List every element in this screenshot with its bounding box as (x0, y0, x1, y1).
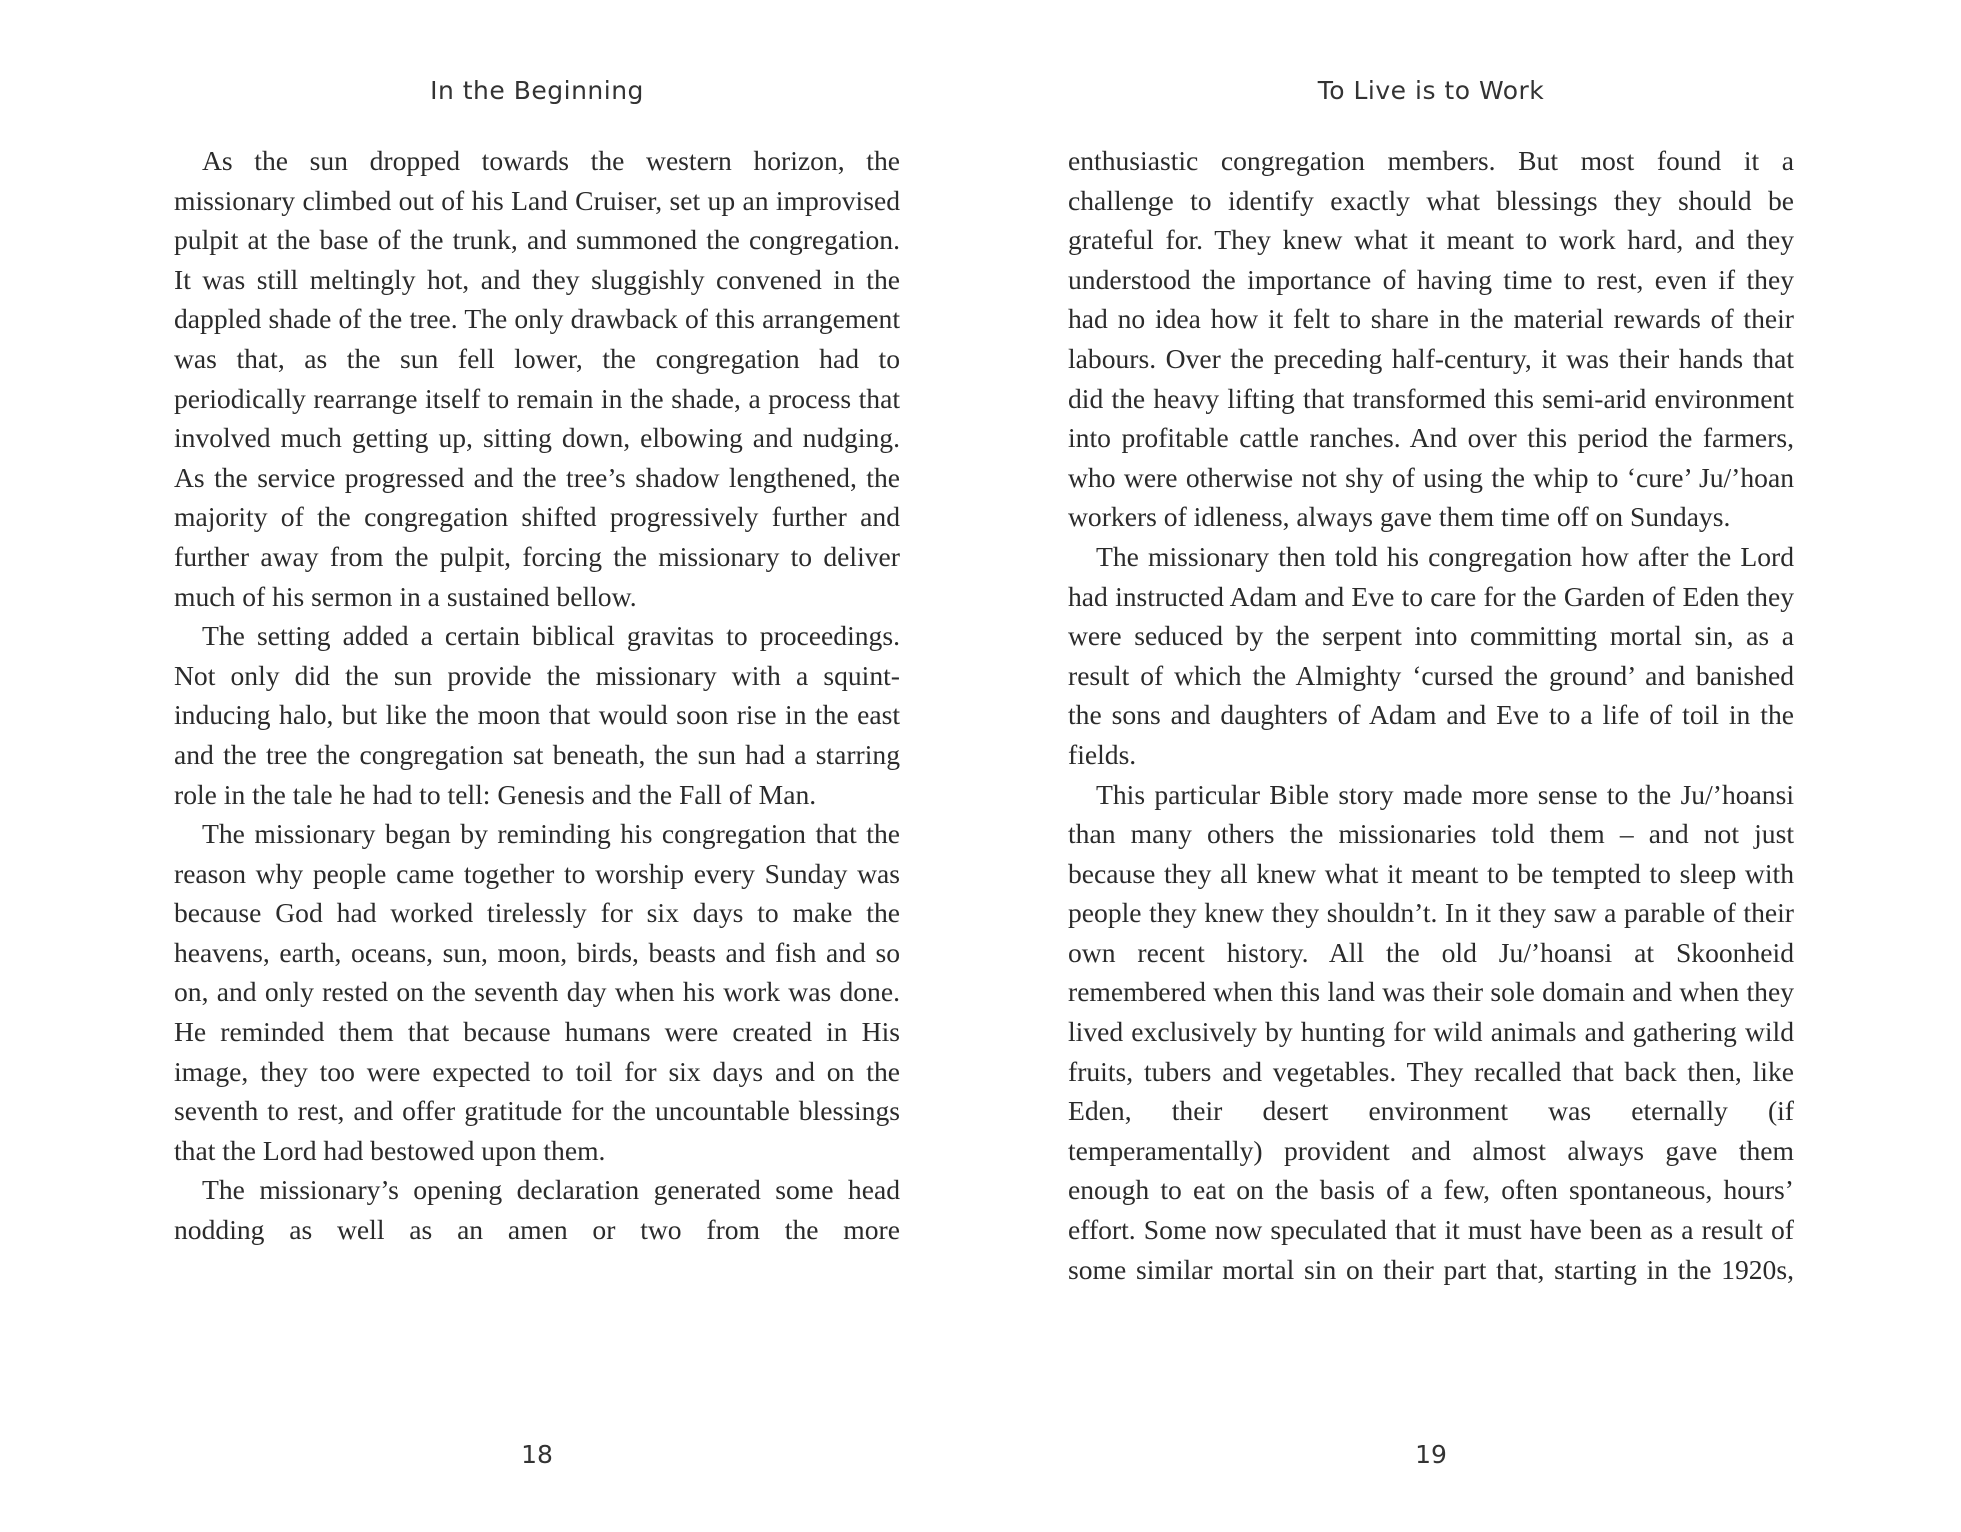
paragraph-left-4: The missionary’s opening declaration generated some head nodding as well as an amen or two from the more (174, 1174, 900, 1246)
page-number-left: 18 (521, 1440, 553, 1469)
left-page (0, 0, 980, 1532)
paragraph-left-1: As the sun dropped towards the western horizon, the missionary climbed out of his Land Cruiser, set up an improvised pulpit at the base of the trunk, and summoned the congregation. It was still meltingly hot, and they sluggishly convened in the dappled shade of the tree. The only drawback of this arrangement was that, as the sun fell lower, the congregation had to periodically rearrange itself to remain in the shade, a process that involved much getting up, sitting down, elbowing and nudging. As the service progressed and the tree’s shadow lengthened, the majority of the congregation shifted progressively further and further away from the pulpit, forcing the missionary to deliver much of his sermon in a sustained bellow. (174, 145, 900, 612)
paragraph-left-2: The setting added a certain biblical gravitas to proceedings. Not only did the sun provide the missionary with a squint-inducing halo, but like the moon that would soon rise in the east and the tree the congregation sat beneath, the sun had a starring role in the tale he had to tell: Genesis and the Fall of Man. (174, 620, 900, 810)
paragraph-right-3: This particular Bible story made more sense to the Ju/’hoansi than many others the missionaries told them – and not just because they all knew what it meant to be tempted to sleep with people they knew they shouldn’t. In it they saw a parable of their own recent history. All the old Ju/’hoansi at Skoonheid remembered when this land was their sole domain and when they lived exclusively by hunting for wild animals and gathering wild fruits, tubers and vegetables. They recalled that back then, like Eden, their desert environment was eternally (if temperamentally) provident and almost always gave them enough to eat on the basis of a few, often spontaneous, hours’ effort. Some now speculated that it must have been as a result of some similar mortal sin on their part that, starting in the 1920s, (1068, 778, 1794, 1285)
body-text-right (1068, 141, 1794, 1289)
paragraph-right-1: enthusiastic congregation members. But most found it a challenge to identify exactly what blessings they should be grateful for. They knew what it meant to work hard, and they understood the importance of having time to rest, even if they had no idea how it felt to share in the material rewards of their labours. Over the preceding half-century, it was their hands that did the heavy lifting that transformed this semi-arid environment into profitable cattle ranches. And over this period the farmers, who were otherwise not shy of using the whip to ‘cure’ Ju/’hoan workers of idleness, always gave them time off on Sundays. (1068, 145, 1794, 533)
running-head-left: In the Beginning (430, 76, 644, 105)
body-text-left (174, 141, 900, 1250)
page-number-right: 19 (1415, 1440, 1447, 1469)
right-page (980, 0, 1961, 1532)
running-head-right: To Live is to Work (1317, 76, 1545, 105)
paragraph-left-3: The missionary began by reminding his congregation that the reason why people came together to worship every Sunday was because God had worked tirelessly for six days to make the heavens, earth, oceans, sun, moon, birds, beasts and fish and so on, and only rested on the seventh day when his work was done. He reminded them that because humans were created in His image, they too were expected to toil for six days and on the seventh to rest, and offer gratitude for the uncountable blessings that the Lord had bestowed upon them. (174, 818, 900, 1166)
paragraph-right-2: The missionary then told his congregation how after the Lord had instructed Adam and Eve to care for the Garden of Eden they were seduced by the serpent into committing mortal sin, as a result of which the Almighty ‘cursed the ground’ and banished the sons and daughters of Adam and Eve to a life of toil in the fields. (1068, 540, 1794, 770)
